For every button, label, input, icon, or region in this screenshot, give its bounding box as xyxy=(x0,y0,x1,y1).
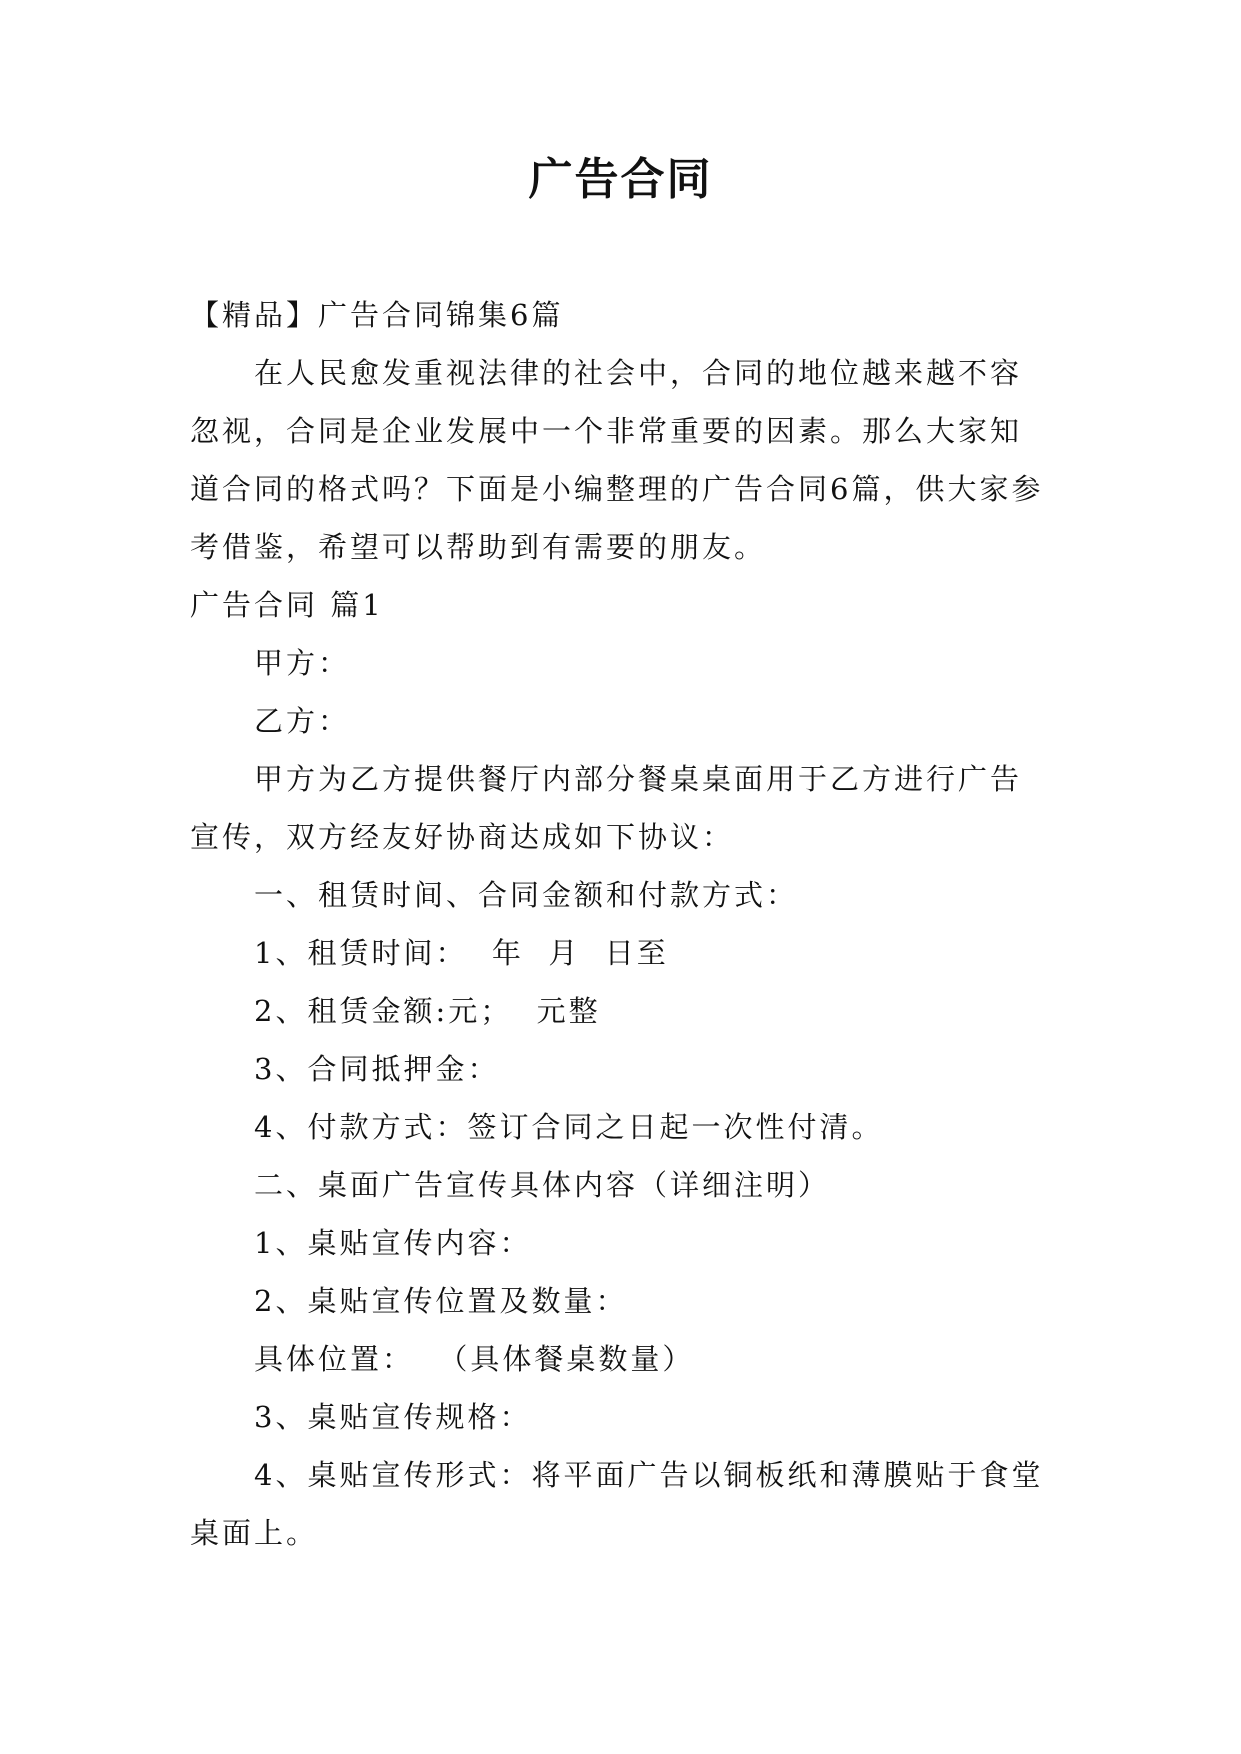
document-title: 广告合同 xyxy=(528,154,713,205)
subtitle-line: 【精品】广告合同锦集6篇 xyxy=(190,298,564,332)
clause-item: 1、租赁时间： 年 月 日至 xyxy=(254,936,669,970)
clause-item: 具体位置： （具体餐桌数量） xyxy=(254,1342,695,1376)
document-body xyxy=(190,286,1052,1562)
section-heading: 广告合同 篇1 xyxy=(190,588,384,622)
party-b-line: 乙方： xyxy=(254,704,351,738)
clause-heading: 二、桌面广告宣传具体内容（详细注明） xyxy=(254,1168,831,1202)
clause-item: 3、合同抵押金： xyxy=(254,1052,500,1086)
clause-item: 3、桌贴宣传规格： xyxy=(254,1400,532,1434)
clause-heading: 一、租赁时间、合同金额和付款方式： xyxy=(254,878,799,912)
party-a-line: 甲方： xyxy=(254,646,351,680)
clause-item: 2、桌贴宣传位置及数量： xyxy=(254,1284,628,1318)
clause-item: 4、桌贴宣传形式：将平面广告以铜板纸和薄膜贴于食堂桌面上。 xyxy=(190,1458,1044,1550)
clause-item: 4、付款方式：签订合同之日起一次性付清。 xyxy=(254,1110,884,1144)
agreement-paragraph: 甲方为乙方提供餐厅内部分餐桌桌面用于乙方进行广告宣传，双方经友好协商达成如下协议： xyxy=(190,762,1023,854)
clause-item: 2、租赁金额:元； 元整 xyxy=(254,994,601,1028)
clause-item: 1、桌贴宣传内容： xyxy=(254,1226,532,1260)
intro-paragraph: 在人民愈发重视法律的社会中，合同的地位越来越不容忽视，合同是企业发展中一个非常重要的因素。那么大家知道合同的格式吗？下面是小编整理的广告合同6篇，供大家参考借鉴，希望可以帮助到有需要的朋友。 xyxy=(190,356,1044,564)
